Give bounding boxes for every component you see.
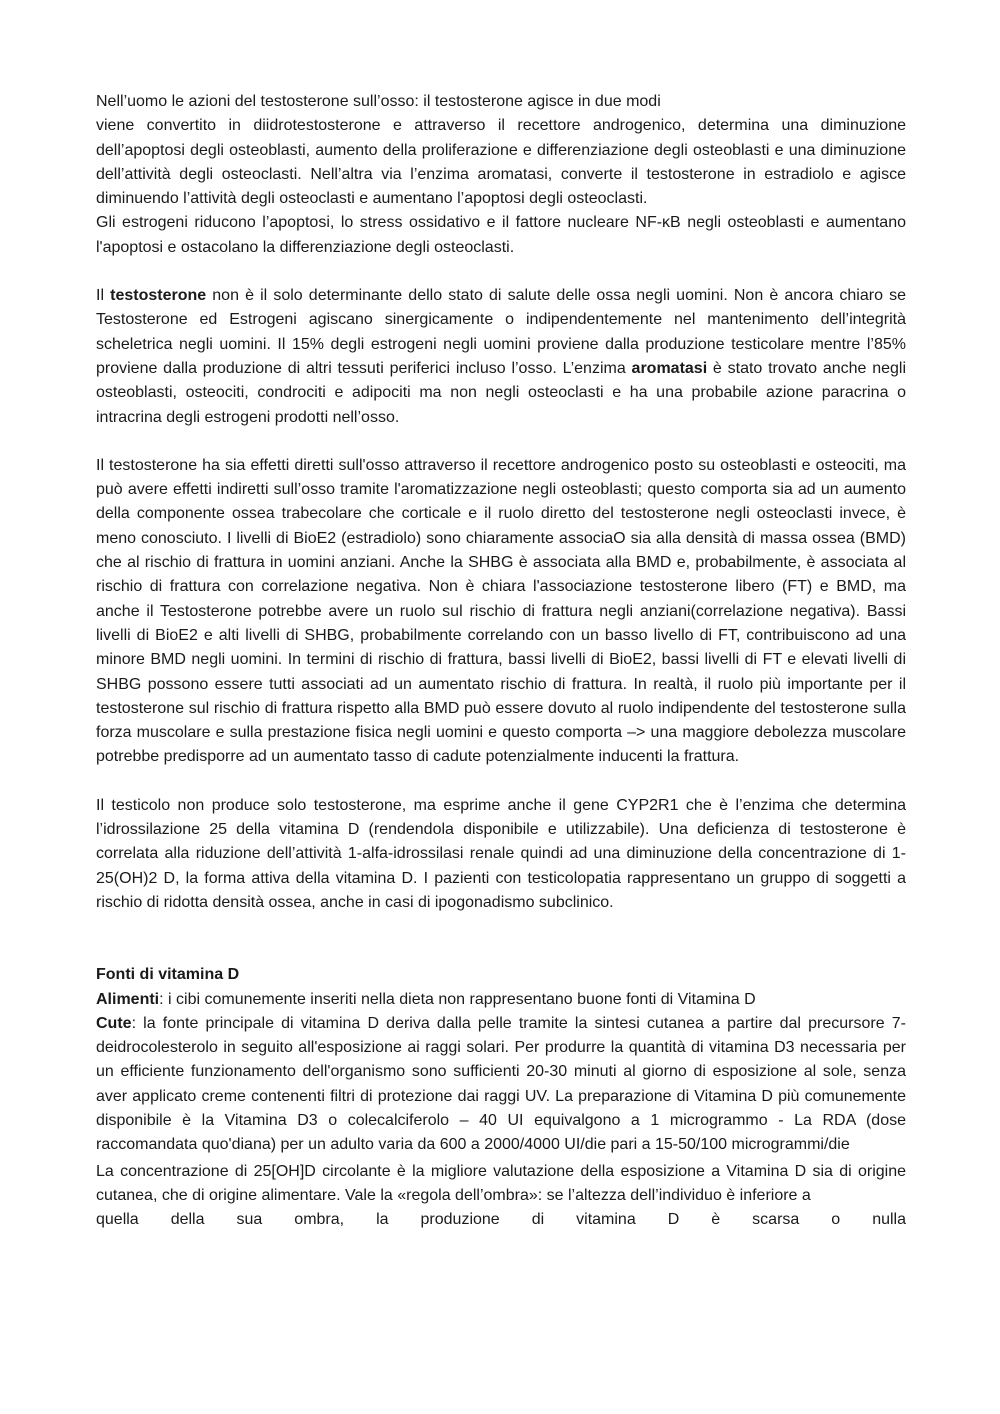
text-run: è stato trovato anche negli osteoblasti, osteociti, condrociti e adipociti ma non negli osteoclasti e ha una probabile azione paracrina o intracrina degli estrogeni prodotti nell’osso. [96, 359, 907, 426]
bold-term-aromatasi: aromatasi [631, 359, 708, 377]
paragraph-intro-line: Nell’uomo le azioni del testosterone sull’osso: il testosterone agisce in due modi [96, 93, 661, 110]
paragraph-testosterone-pathways: viene convertito in diidrotestosterone e attraverso il recettore androgenico, determina una diminuzione dell’apoptosi degli osteoblasti, aumento della proliferazione e differenziazione degli osteoblasti e una diminuzione dell’attività degli osteoclasti. Nell’altra via l’enzima aromatasi, converte il testosterone in estradiolo e agisce diminuendo l’attività degli osteoclasti e aumentano l’apoptosi degli osteoclasti. [96, 117, 906, 208]
paragraph-shadow-rule-line: quella della sua ombra, la produzione di vitamina D è scarsa o nulla [96, 1211, 906, 1229]
paragraph-estrogens: Gli estrogeni riducono l’apoptosi, lo stress ossidativo e il fattore nucleare NF-κB negli osteoblasti e aumentano l'apoptosi e ostacolano la differenziazione degli osteoclasti. [96, 214, 906, 256]
bold-label-cute: Cute [96, 1014, 132, 1032]
document-page [96, 90, 906, 1232]
paragraph-cute [96, 1012, 906, 1158]
spacer [96, 430, 906, 454]
spacer [96, 770, 906, 794]
text-run: : i cibi comunemente inseriti nella dieta non rappresentano buone fonti di Vitamina D [159, 990, 756, 1008]
paragraph-testosterone-determinant [96, 284, 906, 430]
paragraph-testicle-vitamin-d: Il testicolo non produce solo testosterone, ma esprime anche il gene CYP2R1 che è l’enzima che determina l’idrossilazione 25 della vitamina D (rendendola disponibile e utilizzabile). Una deficienza di testosterone è correlata alla riduzione dell’attività 1-alfa-idrossilasi renale quindi ad una diminuzione della concentrazione di 1-25(OH)2 D, la forma attiva della vitamina D. I pazienti con testicolopatia rappresentano un gruppo di soggetti a rischio di ridotta densità ossea, anche in casi di ipogonadismo subclinico. [96, 796, 906, 911]
text-run: Il [96, 287, 111, 305]
bold-label-alimenti: Alimenti [96, 990, 160, 1008]
paragraph-concentration: La concentrazione di 25[OH]D circolante è la migliore valutazione della esposizione a Vitamina D sia di origine cutanea, che di origine alimentare. Vale la «regola dell’ombra»: se l’altezza dell’individuo è inferiore a [96, 1162, 906, 1204]
spacer [96, 915, 906, 963]
section-heading-vitamin-d-sources: Fonti di vitamina D [96, 966, 240, 984]
spacer [96, 260, 906, 284]
paragraph-direct-indirect-effects: Il testosterone ha sia effetti diretti sull'osso attraverso il recettore androgenico posto su osteoblasti e osteociti, ma può avere effetti indiretti sull’osso tramite l'aromatizzazione negli osteoblasti; questo comporta sia ad un aumento della componente ossea trabecolare che corticale e il ruolo diretto del testosterone negli osteoclasti invece, è meno conosciuto. I livelli di BioE2 (estradiolo) sono chiaramente associaO sia alla densità di massa ossea (BMD) che al rischio di frattura in uomini anziani. Anche la SHBG è associata alla BMD e, probabilmente, è associata al rischio di frattura con correlazione negativa. Non è chiara l'associazione testosterone libero (FT) e BMD, ma anche il Testosterone potrebbe avere un ruolo sul rischio di frattura negli anziani(correlazione negativa). Bassi livelli di BioE2 e alti livelli di SHBG, probabilmente correlando con un basso livello di FT, contribuiscono ad una minore BMD negli uomini. In termini di rischio di frattura, bassi livelli di BioE2, bassi livelli di FT e elevati livelli di SHBG possono essere tutti associati ad un aumentato rischio di frattura. In realtà, il ruolo più importante per il testosterone sul rischio di frattura rispetto alla BMD può essere dovuto al ruolo indipendente del testosterone sulla forza muscolare e sulla prestazione fisica negli uomini e questo comporta –> una maggiore debolezza muscolare potrebbe predisporre ad un aumentato tasso di cadute potenzialmente inducenti la frattura. [96, 456, 906, 766]
text-run: : la fonte principale di vitamina D deriva dalla pelle tramite la sintesi cutanea a partire dal precursore 7-deidrocolesterolo in seguito all'esposizione ai raggi solari. Per produrre la quantità di vitamina D3 necessaria per un efficiente funzionamento dell'organismo sono sufficienti 20-30 minuti al giorno di esposizione al sole, senza aver applicato creme contenenti filtri di protezione dai raggi UV. La preparazione di Vitamina D più comunemente disponibile è la Vitamina D3 o colecalciferolo – 40 UI equivalgono a 1 microgrammo - La RDA (dose raccomandata quo'diana) per un adulto varia da 600 a 2000/4000 UI/die pari a 15-50/100 microgrammi/die [96, 1014, 906, 1154]
bold-term-testosterone: testosterone [110, 287, 207, 305]
text-run: non è il solo determinante dello stato di salute delle ossa negli uomini. Non è ancora chiaro se Testosterone ed Estrogeni agiscano sinergicamente o indipendentemente nel mantenimento dell’integrità scheletrica negli uomini. Il 15% degli estrogeni negli uomini proviene dalla produzione testicolare mentre l’85% proviene dalla produzione di altri tessuti periferici incluso l’osso. L’enzima [96, 287, 906, 377]
paragraph-alimenti [96, 988, 906, 1012]
